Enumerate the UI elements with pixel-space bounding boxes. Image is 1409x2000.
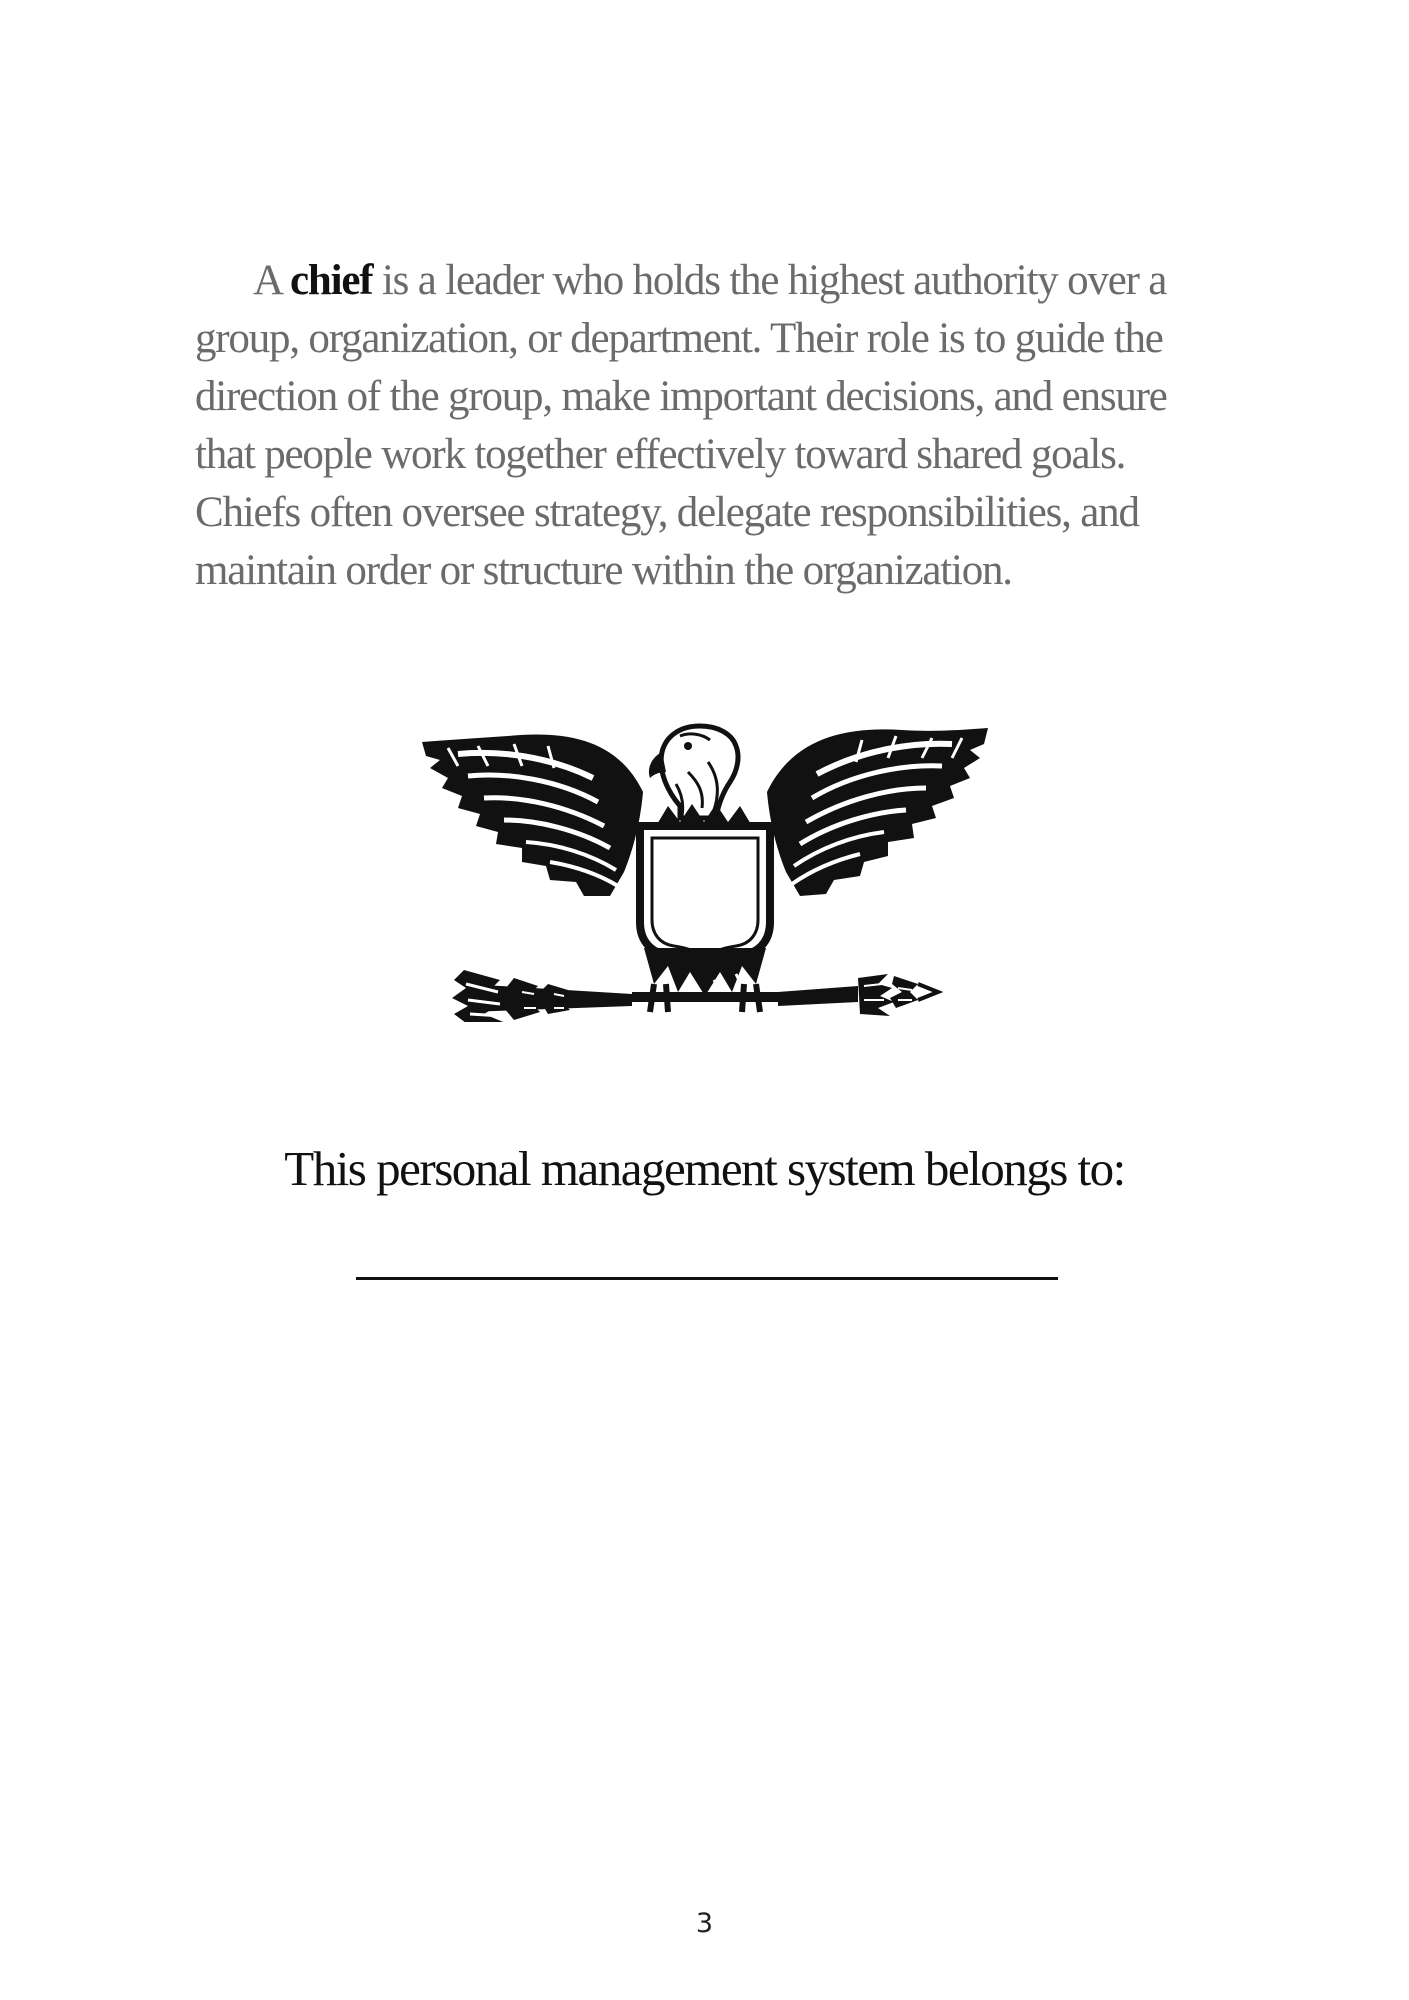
definition-term: chief bbox=[290, 257, 373, 304]
definition-lead: A bbox=[253, 257, 291, 304]
left-wing bbox=[422, 734, 643, 896]
right-wing bbox=[767, 728, 988, 896]
definition-text: is a leader who holds the highest authority over a group, organization, or department. Their role is to guide the direction of the group, make important decisions, and ensure that people work together effectively toward shared goals. Chiefs often oversee strategy, delegate responsibilities, and maintain order or structure within the organization. bbox=[195, 257, 1167, 594]
page-number: 3 bbox=[695, 1908, 714, 1939]
owner-label: This personal management system belongs to: bbox=[284, 1141, 1125, 1196]
owner-name-line[interactable] bbox=[356, 1277, 1058, 1280]
eagle-insignia-icon bbox=[418, 722, 992, 1022]
left-arrow-bundle bbox=[452, 970, 632, 1022]
chief-definition-paragraph bbox=[195, 252, 1235, 600]
eagle-head bbox=[649, 726, 738, 818]
right-arrow-bundle bbox=[778, 974, 938, 1016]
